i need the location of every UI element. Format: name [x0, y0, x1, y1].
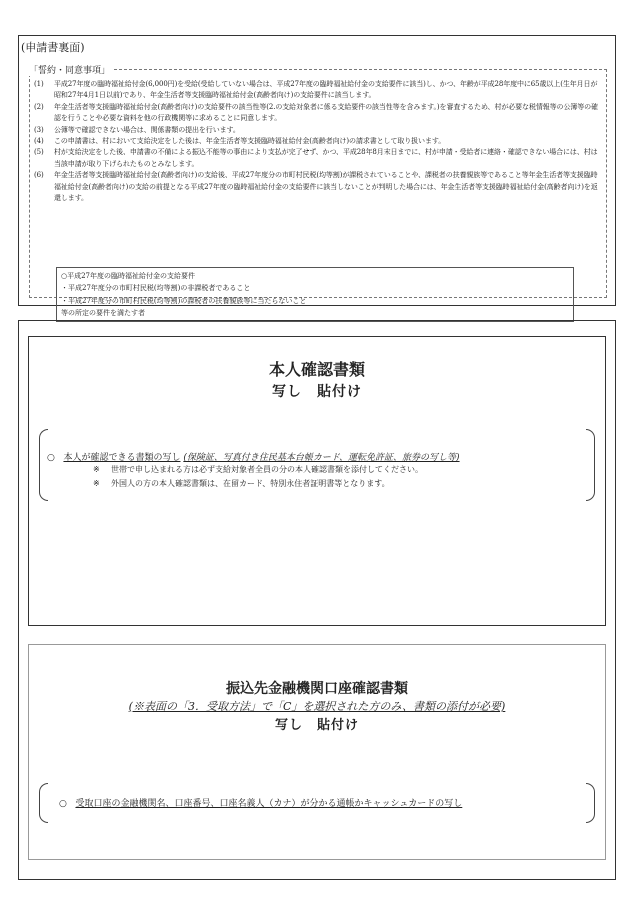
note-mark: ※ — [93, 479, 100, 488]
requirements-box — [56, 267, 574, 322]
id-note: ※ 外国人の方の本人確認書類は、在留カード、特別永住者証明書等となります。 — [93, 479, 390, 488]
bank-docs-title: 振込先金融機関口座確認書類 — [226, 681, 408, 697]
back-page-section — [18, 35, 616, 318]
id-docs-requirement — [47, 450, 460, 463]
pledge-item: (1) 平成27年度の臨時福祉給付金(6,000円)を受給(受給していない場合は、平成27年度の臨時福祉給付金の支給要件に該当)し、かつ、年齢が平成28年度中に65歳以上(生年月日が昭和27年4月1日以前)であり、年金生活者等支援臨時福祉給付金(高齢者向け)の支給要件に該当します。 — [34, 80, 598, 100]
requirement-line: ・平成27年度分の市町村民税(均等割)の非課税者であること — [61, 284, 251, 293]
id-docs-examples: (保険証、写真付き住民基本台帳カード、運転免許証、旅券の写し等) — [183, 453, 460, 463]
pledge-item: (4) この申請書は、村において支給決定をした後は、年金生活者等支援臨時福祉給付金(高齢者向け)の請求書として取り扱います。 — [34, 137, 446, 146]
pledge-box — [29, 69, 607, 318]
bank-docs-text: 受取口座の金融機関名、口座番号、口座名義人（カナ）が分かる通帳かキャッシュカードの写し — [75, 799, 463, 809]
requirement-line: 等の所定の要件を満たす者 — [61, 309, 145, 318]
right-bracket — [586, 429, 595, 501]
circle-mark: ○ — [47, 453, 55, 463]
id-docs-subtitle: 写し 貼付け — [272, 384, 362, 400]
back-page-title: (申請書裏面) — [21, 41, 85, 54]
bank-docs-requirement — [59, 796, 462, 809]
note-mark: ※ — [93, 465, 100, 474]
pledge-label: 「誓約・同意事項」 — [27, 63, 112, 76]
left-bracket — [39, 429, 48, 501]
bank-docs-note: (※表面の「3．受取方法」で「C」を選択された方のみ、書類の添付が必要) — [128, 700, 506, 713]
id-note: ※ 世帯で申し込まれる方は必ず支給対象者全員の分の本人確認書類を添付してください。 — [93, 465, 423, 474]
id-docs-main-text: 本人が確認できる書類の写し — [63, 453, 181, 463]
pledge-item: (6) 年金生活者等支援臨時福祉給付金(高齢者向け)の支給後、平成27年度分の市町村民税(均等割)が課税されていることや、課税者の扶養親族等であること等年金生活者等支援臨時福祉給付金(高齢者向け)の支給の前提となる平成27年度の臨時福祉給付金の支給要件に該当しないことが判明した場合には、年金生活者等支援臨時福祉給付金(高齢者向け)を返還します。 — [34, 171, 598, 203]
pledge-items — [34, 79, 600, 204]
bank-docs-subtitle: 写し 貼付け — [274, 718, 359, 733]
circle-mark: ○ — [59, 799, 67, 809]
id-docs-paste-area — [28, 336, 606, 626]
pledge-item: (5) 村が支給決定をした後、申請書の不備による振込不能等の事由により支払が完了せず、かつ、平成28年8月末日までに、村が申請・受給者に連絡・確認できない場合には、村は当該申請が取り下げられたものとみなします。 — [34, 148, 598, 168]
requirement-line: ・平成27年度分の市町村民税(均等割)の課税者の扶養親族等に当たらないこと — [61, 296, 307, 305]
id-docs-title: 本人確認書類 — [268, 360, 365, 379]
right-bracket — [586, 783, 595, 823]
requirement-line: ○平成27年度の臨時福祉給付金の支給要件 — [61, 272, 196, 280]
bank-docs-paste-area — [28, 644, 606, 860]
left-bracket — [39, 783, 48, 823]
pledge-item: (2) 年金生活者等支援臨時福祉給付金(高齢者向け)の支給要件の該当性等(2.の支給対象者に係る支給要件の該当性等を含みます。)を審査するため、村が必要な税情報等の公簿等の確認を行うことや必要な資料を他の行政機関等に求めることに同意します。 — [34, 102, 598, 123]
pledge-item: (3) 公簿等で確認できない場合は、関係書類の提出を行います。 — [34, 125, 240, 134]
